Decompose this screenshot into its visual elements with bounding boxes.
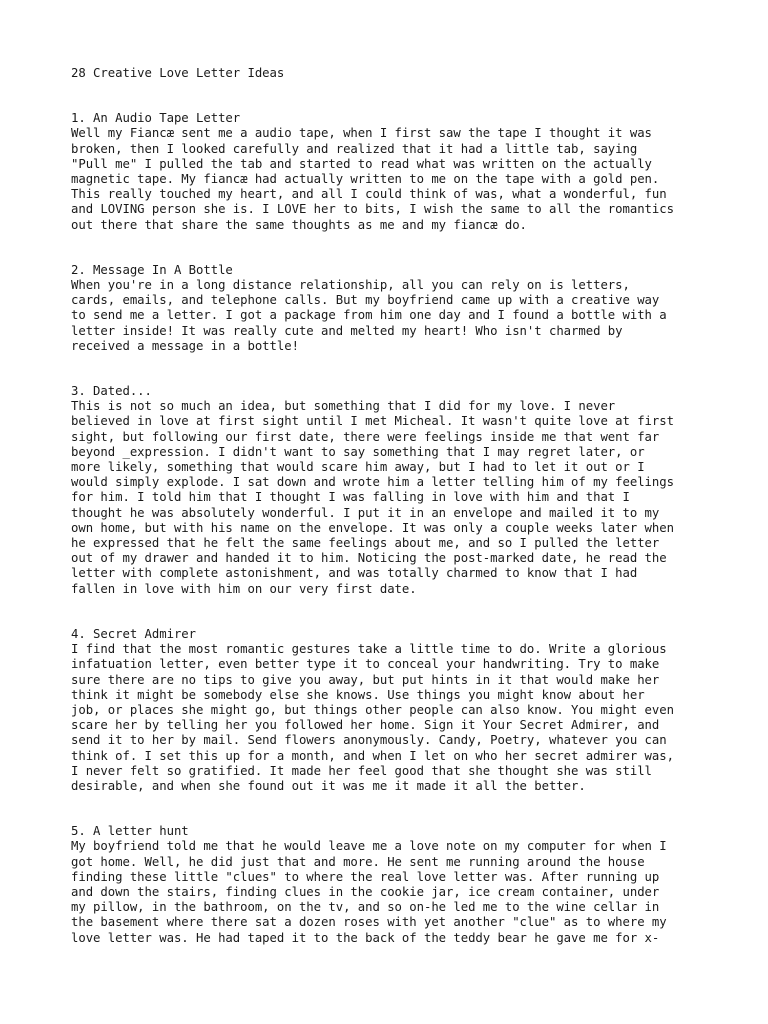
body-text-line: think of. I set this up for a month, and when I let on who her secret admirer was, [71, 748, 674, 763]
body-text-line: My boyfriend told me that he would leave me a love note on my computer for when I [71, 839, 667, 854]
body-text-line: for him. I told him that I thought I was falling in love with him and that I [71, 490, 630, 505]
body-text-line: desirable, and when she found out it was me it made it all the better. [71, 778, 586, 793]
body-text-line: job, or places she might go, but things other people can also know. You might even [71, 702, 674, 717]
body-text-line: the basement where there sat a dozen roses with yet another "clue" as to where my [71, 915, 667, 930]
body-text-line: own home, but with his name on the envelope. It was only a couple weeks later when [71, 520, 674, 535]
body-text-line: and down the stairs, finding clues in the cookie jar, ice cream container, under [71, 884, 660, 899]
section-heading: 1. An Audio Tape Letter [71, 111, 241, 126]
body-text-line: This is not so much an idea, but something that I did for my love. I never [71, 399, 616, 414]
body-text-line: When you're in a long distance relationship, all you can rely on is letters, [71, 278, 630, 293]
body-text-line: think it might be somebody else she knows. Use things you might know about her [71, 687, 645, 702]
sections-container [71, 111, 721, 946]
body-text-line: scare her by telling her you followed her home. Sign it Your Secret Admirer, and [71, 718, 660, 733]
section [71, 263, 721, 354]
body-text-line: thought he was absolutely wonderful. I put it in an envelope and mailed it to my [71, 505, 660, 520]
section-heading: 2. Message In A Bottle [71, 262, 233, 277]
body-text-line: and LOVING person she is. I LOVE her to bits, I wish the same to all the romantics [71, 202, 674, 217]
body-text-line: letter inside! It was really cute and melted my heart! Who isn't charmed by [71, 323, 623, 338]
body-text-line: sure there are no tips to give you away, but put hints in it that would make her [71, 672, 660, 687]
body-text-line: I never felt so gratified. It made her feel good that she thought she was still [71, 763, 652, 778]
body-text-line: broken, then I looked carefully and realized that it had a little tab, saying [71, 141, 638, 156]
body-text-line: out of my drawer and handed it to him. Noticing the post-marked date, he read the [71, 551, 667, 566]
section [71, 627, 721, 794]
title-spacer [71, 81, 721, 111]
body-text-line: cards, emails, and telephone calls. But my boyfriend came up with a creative way [71, 293, 660, 308]
body-text-line: more likely, something that would scare him away, but I had to let it out or I [71, 460, 645, 475]
body-text-line: received a message in a bottle! [71, 338, 299, 353]
body-text-line: send it to her by mail. Send flowers anonymously. Candy, Poetry, whatever you can [71, 733, 667, 748]
body-text-line: finding these little "clues" to where the real love letter was. After running up [71, 869, 660, 884]
body-text-line: "Pull me" I pulled the tab and started to read what was written on the actually [71, 156, 652, 171]
section-heading: 4. Secret Admirer [71, 626, 197, 641]
body-text-line: Well my Fiancæ sent me a audio tape, when I first saw the tape I thought it was [71, 126, 652, 141]
body-text-line: got home. Well, he did just that and more. He sent me running around the house [71, 854, 645, 869]
body-text-line: infatuation letter, even better type it to conceal your handwriting. Try to make [71, 657, 660, 672]
body-text-line: sight, but following our first date, there were feelings inside me that went far [71, 429, 660, 444]
body-text-line: This really touched my heart, and all I could think of was, what a wonderful, fun [71, 187, 667, 202]
body-text-line: believed in love at first sight until I met Micheal. It wasn't quite love at first [71, 414, 674, 429]
body-text-line: I find that the most romantic gestures take a little time to do. Write a glorious [71, 642, 667, 657]
section-heading: 5. A letter hunt [71, 824, 189, 839]
body-text-line: to send me a letter. I got a package from him one day and I found a bottle with a [71, 308, 667, 323]
body-text-line: fallen in love with him on our very first date. [71, 581, 417, 596]
body-text-line: out there that share the same thoughts as me and my fiancæ do. [71, 217, 527, 232]
body-text-line: he expressed that he felt the same feelings about me, and so I pulled the letter [71, 536, 660, 551]
section [71, 824, 721, 946]
body-text-line: beyond _expression. I didn't want to say something that I may regret later, or [71, 444, 645, 459]
section-heading: 3. Dated... [71, 384, 152, 399]
body-text-line: my pillow, in the bathroom, on the tv, and so on-he led me to the wine cellar in [71, 900, 660, 915]
section [71, 111, 721, 233]
document-page [71, 66, 721, 946]
document-title: 28 Creative Love Letter Ideas [71, 66, 285, 80]
body-text-line: love letter was. He had taped it to the back of the teddy bear he gave me for x- [71, 930, 660, 945]
body-text-line: letter with complete astonishment, and was totally charmed to know that I had [71, 566, 638, 581]
body-text-line: would simply explode. I sat down and wrote him a letter telling him of my feelings [71, 475, 674, 490]
body-text-line: magnetic tape. My fiancæ had actually written to me on the tape with a gold pen. [71, 172, 660, 187]
section [71, 384, 721, 597]
